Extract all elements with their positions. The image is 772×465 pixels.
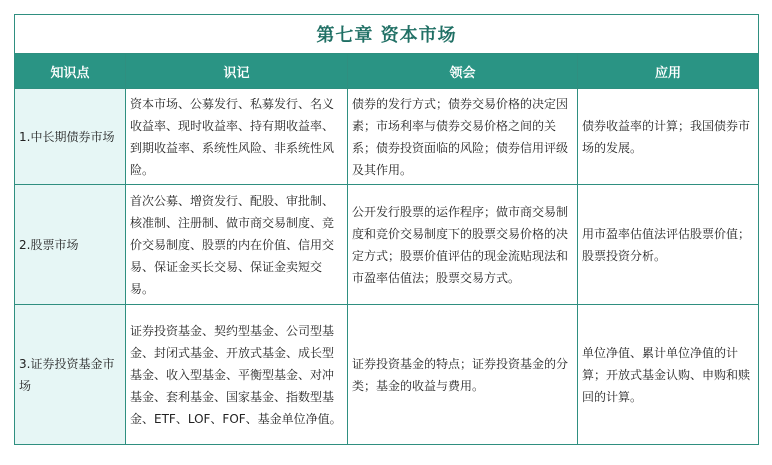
header-apply: 应用 (578, 54, 759, 89)
header-topic: 知识点 (15, 54, 126, 89)
recall-cell: 首次公募、增资发行、配股、审批制、核准制、注册制、做市商交易制度、竞价交易制度、股票的内在价值、信用交易、保证金买长交易、保证金卖短交易。 (126, 185, 348, 305)
recall-cell: 证券投资基金、契约型基金、公司型基金、封闭式基金、开放式基金、成长型基金、收入型基金、平衡型基金、对冲基金、套利基金、国家基金、指数型基金、ETF、LOF、FOF、基金单位净值。 (126, 305, 348, 445)
table-row (15, 89, 759, 185)
understand-cell: 公开发行股票的运作程序；做市商交易制度和竞价交易制度下的股票交易价格的决定方式；股票价值评估的现金流贴现法和市盈率估值法；股票交易方式。 (348, 185, 578, 305)
apply-cell: 单位净值、累计单位净值的计算；开放式基金认购、申购和赎回的计算。 (578, 305, 759, 445)
document-table-wrapper (14, 14, 758, 445)
apply-cell: 用市盈率估值法评估股票价值；股票投资分析。 (578, 185, 759, 305)
knowledge-table (14, 14, 759, 445)
table-row (15, 185, 759, 305)
header-row (15, 54, 759, 89)
header-recall: 识记 (126, 54, 348, 89)
table-row (15, 305, 759, 445)
understand-cell: 证券投资基金的特点；证券投资基金的分类；基金的收益与费用。 (348, 305, 578, 445)
apply-cell: 债券收益率的计算；我国债券市场的发展。 (578, 89, 759, 185)
recall-cell: 资本市场、公募发行、私募发行、名义收益率、现时收益率、持有期收益率、到期收益率、系统性风险、非系统性风险。 (126, 89, 348, 185)
understand-cell: 债券的发行方式；债券交易价格的决定因素；市场利率与债券交易价格之间的关系；债券投资面临的风险；债券信用评级及其作用。 (348, 89, 578, 185)
topic-cell: 3.证券投资基金市场 (15, 305, 126, 445)
chapter-title: 第七章 资本市场 (15, 15, 759, 54)
topic-cell: 2.股票市场 (15, 185, 126, 305)
header-understand: 领会 (348, 54, 578, 89)
topic-cell: 1.中长期债券市场 (15, 89, 126, 185)
